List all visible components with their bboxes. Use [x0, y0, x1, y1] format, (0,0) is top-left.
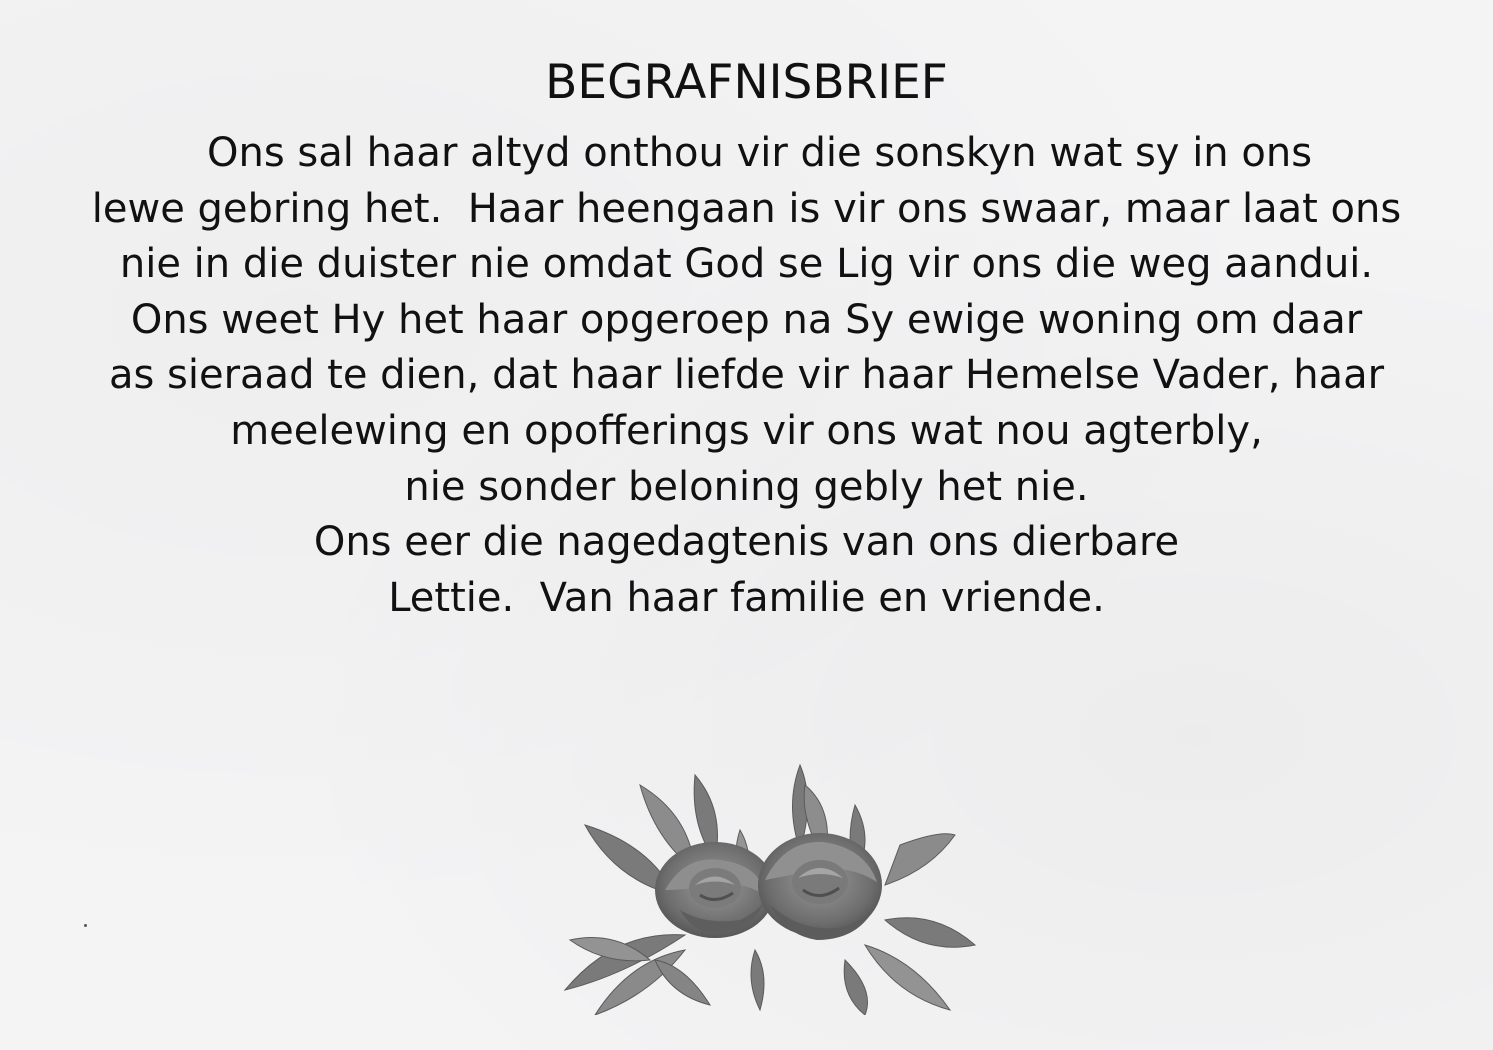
letter-body — [30, 126, 1463, 626]
letter-line-8: Ons eer die nagedagtenis van ons dierbare — [313, 519, 1180, 566]
letter-line-5: as sieraad te dien, dat haar liefde vir haar Hemelse Vader, haar — [108, 352, 1385, 399]
letter-line-2: lewe gebring het. Haar heengaan is vir ons swaar, maar laat ons — [91, 185, 1402, 232]
letter-line-9: Lettie. Van haar familie en vriende. — [388, 574, 1105, 621]
flower-bouquet-icon — [555, 760, 985, 1015]
letter-line-6: meelewing en opofferings vir ons wat nou agterbly, — [230, 407, 1263, 454]
letter-line-7: nie sonder beloning gebly het nie. — [404, 463, 1089, 510]
letter-line-1: Ons sal haar altyd onthou vir die sonskyn wat sy in ons — [207, 130, 1313, 176]
letter-line-3: nie in die duister nie omdat God se Lig vir ons die weg aandui. — [119, 241, 1374, 288]
paper-speck — [84, 924, 87, 927]
letter-title: BEGRAFNISBRIEF — [545, 55, 948, 110]
letter-line-4: Ons weet Hy het haar opgeroep na Sy ewige woning om daar — [130, 296, 1363, 343]
